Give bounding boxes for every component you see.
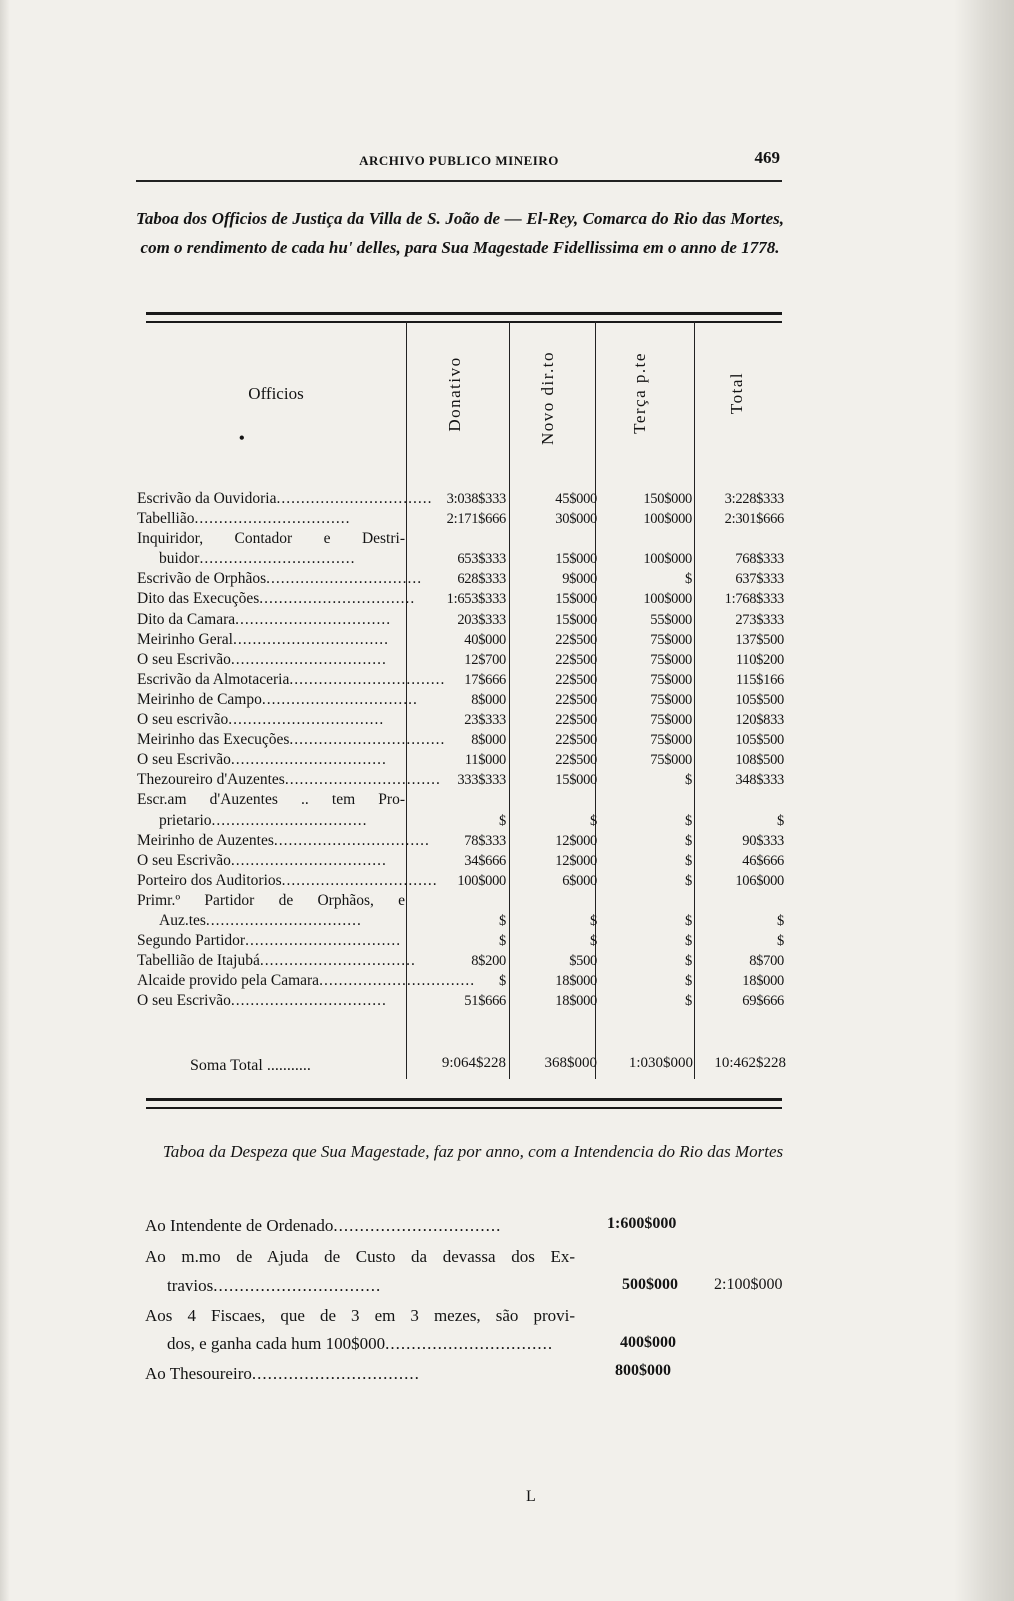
cell-novo: 45$000 bbox=[555, 491, 597, 507]
cell-donativo: 653$333 bbox=[457, 551, 506, 568]
office-label: Auz.tes ................................ bbox=[159, 911, 362, 929]
donativo-column bbox=[406, 489, 506, 1011]
expense-amount: 400$000 bbox=[620, 1334, 676, 1351]
cell-donativo: 8$000 bbox=[471, 691, 506, 708]
office-label: Inquiridor, Contador e Destri- bbox=[137, 530, 405, 548]
expense-amount: 500$000 bbox=[622, 1276, 678, 1293]
cell-terca bbox=[595, 891, 692, 911]
cell-novo: 15$000 bbox=[555, 591, 597, 608]
office-label: Primr.º Partidor de Orphãos, e bbox=[137, 891, 405, 909]
office-label: Tabellião ................................ bbox=[137, 510, 351, 528]
office-label: buidor ................................ bbox=[159, 550, 356, 568]
office-label: O seu Escrivão ................................ bbox=[137, 851, 387, 869]
cell-novo bbox=[509, 891, 597, 911]
cell-terca: 75$000 bbox=[650, 651, 692, 668]
cell-total: 137$500 bbox=[735, 631, 784, 648]
stray-dot: • bbox=[239, 430, 245, 447]
cell-novo: 15$000 bbox=[555, 611, 597, 628]
office-label: Segundo Partidor ................................ bbox=[137, 932, 402, 950]
expense-line: travios ................................ bbox=[167, 1276, 382, 1295]
office-label: Dito da Camara ................................ bbox=[137, 610, 392, 628]
expense-line: Ao Thesoureiro ................................ bbox=[145, 1364, 420, 1383]
cell-terca: 150$000 bbox=[643, 491, 692, 507]
soma-total-donativo: 9:064$228 bbox=[441, 1055, 506, 1071]
soma-total-terca: 1:030$000 bbox=[628, 1055, 693, 1071]
cell-novo: 22$500 bbox=[555, 671, 597, 688]
cell-terca bbox=[595, 790, 692, 810]
cell-total: 18$000 bbox=[742, 973, 784, 990]
cell-novo: 12$000 bbox=[555, 852, 597, 869]
office-label: Escrivão da Almotaceria ................................ bbox=[137, 670, 446, 688]
cell-total bbox=[694, 891, 784, 911]
expense-line: Ao Intendente de Ordenado ................................ bbox=[145, 1216, 502, 1235]
column-header-officios: Officios bbox=[248, 384, 304, 403]
office-label: Tabellião de Itajubá ................................ bbox=[137, 952, 416, 970]
office-label: Thezoureiro d'Auzentes ................................ bbox=[137, 771, 441, 789]
total-column bbox=[694, 489, 784, 1011]
cell-terca: 100$000 bbox=[643, 591, 692, 608]
office-label: O seu Escrivão ................................ bbox=[137, 650, 387, 668]
cell-donativo: $ bbox=[499, 933, 506, 950]
soma-total-total: 10:462$228 bbox=[714, 1055, 786, 1071]
office-label: O seu Escrivão ................................ bbox=[137, 751, 387, 769]
cell-terca: $ bbox=[685, 973, 692, 990]
cell-donativo: 3:038$333 bbox=[446, 491, 506, 507]
office-label: Meirinho de Campo ................................ bbox=[137, 690, 418, 708]
cell-donativo: 17$666 bbox=[464, 671, 506, 688]
terca-parte-column bbox=[595, 489, 692, 1011]
expense-amount: 800$000 bbox=[615, 1362, 671, 1379]
office-label: O seu Escrivão ................................ bbox=[137, 992, 387, 1010]
cell-donativo: 12$700 bbox=[464, 651, 506, 668]
cell-donativo: 51$666 bbox=[464, 993, 506, 1010]
cell-donativo: $ bbox=[499, 912, 506, 929]
cell-terca: 75$000 bbox=[650, 752, 692, 769]
expense-line: Aos 4 Fiscaes, que de 3 em 3 mezes, são provi- bbox=[145, 1306, 575, 1325]
cell-novo: 18$000 bbox=[555, 973, 597, 990]
cell-terca: $ bbox=[685, 872, 692, 889]
cell-terca: $ bbox=[685, 772, 692, 789]
cell-donativo: 78$333 bbox=[464, 832, 506, 849]
office-label: O seu escrivão ................................ bbox=[137, 711, 385, 729]
expense-total: 2:100$000 bbox=[714, 1276, 783, 1293]
cell-donativo: 34$666 bbox=[464, 852, 506, 869]
expense-line: Ao m.mo de Ajuda de Custo da devassa dos Ex- bbox=[145, 1247, 575, 1266]
column-header-novo-direito: Novo dir.to bbox=[538, 351, 557, 445]
cell-novo: 30$000 bbox=[555, 511, 597, 528]
soma-total-label: Soma Total ........... bbox=[190, 1057, 311, 1074]
cell-novo: 22$500 bbox=[555, 732, 597, 749]
cell-total: 108$500 bbox=[735, 752, 784, 769]
running-title: ARCHIVO PUBLICO MINEIRO bbox=[359, 153, 559, 168]
cell-donativo bbox=[406, 891, 506, 911]
cell-donativo: 23$333 bbox=[464, 712, 506, 729]
cell-novo: $ bbox=[590, 912, 597, 929]
cell-total: 115$166 bbox=[735, 671, 784, 688]
cell-terca: $ bbox=[685, 571, 692, 588]
cell-novo: 12$000 bbox=[555, 832, 597, 849]
cell-donativo: 1:653$333 bbox=[446, 591, 506, 608]
office-label: Escr.am d'Auzentes .. tem Pro- bbox=[137, 791, 405, 809]
column-header-total: Total bbox=[727, 371, 746, 415]
cell-total: $ bbox=[777, 912, 784, 929]
cell-donativo: $ bbox=[499, 973, 506, 990]
cell-terca: 75$000 bbox=[650, 712, 692, 729]
header-rule bbox=[136, 180, 782, 182]
cell-terca: $ bbox=[685, 933, 692, 950]
cell-donativo: 2:171$666 bbox=[446, 511, 506, 528]
cell-terca: 75$000 bbox=[650, 732, 692, 749]
cell-total: 106$000 bbox=[735, 872, 784, 889]
cell-novo: 6$000 bbox=[562, 872, 597, 889]
cell-novo: 9$000 bbox=[562, 571, 597, 588]
cell-total: 8$700 bbox=[749, 953, 784, 970]
soma-total-novo: 368$000 bbox=[544, 1055, 597, 1071]
cell-donativo: 203$333 bbox=[457, 611, 506, 628]
office-label: Escrivão de Orphãos ................................ bbox=[137, 570, 423, 588]
office-label: Alcaide provido pela Camara ................................ bbox=[137, 972, 476, 990]
table-bottom-rule bbox=[146, 1098, 782, 1109]
cell-total: 90$333 bbox=[742, 832, 784, 849]
cell-novo: $ bbox=[590, 933, 597, 950]
cell-terca: $ bbox=[685, 912, 692, 929]
office-label: Escrivão da Ouvidoria ................................ bbox=[137, 490, 433, 507]
office-label: Meirinho de Auzentes ................................ bbox=[137, 831, 430, 849]
cell-donativo: 628$333 bbox=[457, 571, 506, 588]
cell-total: $ bbox=[777, 933, 784, 950]
cell-novo: 22$500 bbox=[555, 712, 597, 729]
office-label: prietario ................................ bbox=[159, 811, 368, 829]
cell-donativo: 333$333 bbox=[457, 772, 506, 789]
cell-terca: $ bbox=[685, 852, 692, 869]
cell-novo: $500 bbox=[569, 953, 597, 970]
cell-novo: 22$500 bbox=[555, 752, 597, 769]
cell-novo: 22$500 bbox=[555, 651, 597, 668]
cell-novo: 22$500 bbox=[555, 691, 597, 708]
cell-novo: 15$000 bbox=[555, 551, 597, 568]
cell-total: 768$333 bbox=[735, 551, 784, 568]
cell-donativo: 100$000 bbox=[457, 872, 506, 889]
cell-donativo: $ bbox=[499, 812, 506, 829]
cell-total: 105$500 bbox=[735, 732, 784, 749]
cell-terca: 75$000 bbox=[650, 691, 692, 708]
cell-total: 120$833 bbox=[735, 712, 784, 729]
expense-title: Taboa da Despeza que Sua Magestade, faz por anno, com a Intendencia do Rio das Mortes bbox=[162, 1142, 784, 1161]
expense-amount: 1:600$000 bbox=[607, 1215, 677, 1232]
cell-terca bbox=[595, 529, 692, 549]
cell-terca: $ bbox=[685, 832, 692, 849]
office-label: Meirinho Geral ................................ bbox=[137, 630, 389, 648]
page-number: 469 bbox=[754, 148, 780, 167]
table-top-rule bbox=[146, 312, 782, 323]
cell-terca: 100$000 bbox=[643, 551, 692, 568]
cell-total: 348$333 bbox=[735, 772, 784, 789]
expense-line: dos, e ganha cada hum 100$000 ................................ bbox=[167, 1334, 554, 1353]
cell-total: 637$333 bbox=[735, 571, 784, 588]
cell-donativo: 8$200 bbox=[471, 953, 506, 970]
cell-donativo bbox=[406, 529, 506, 549]
cell-terca: 100$000 bbox=[643, 511, 692, 528]
office-label: Porteiro dos Auditorios ................................ bbox=[137, 871, 438, 889]
cell-donativo: 8$000 bbox=[471, 732, 506, 749]
column-header-terca-parte: Terça p.te bbox=[630, 352, 649, 434]
cell-terca: $ bbox=[685, 812, 692, 829]
cell-donativo bbox=[406, 790, 506, 810]
cell-novo: $ bbox=[590, 812, 597, 829]
cell-total: 69$666 bbox=[742, 993, 784, 1010]
column-header-donativo: Donativo bbox=[445, 356, 464, 432]
cell-terca: 55$000 bbox=[650, 611, 692, 628]
cell-total: 3:228$333 bbox=[724, 491, 784, 507]
cell-donativo: 40$000 bbox=[464, 631, 506, 648]
cell-total: 110$200 bbox=[735, 651, 784, 668]
cell-novo: 22$500 bbox=[555, 631, 597, 648]
page-header bbox=[136, 148, 782, 188]
cell-total bbox=[694, 790, 784, 810]
cell-total: 105$500 bbox=[735, 691, 784, 708]
cell-terca: $ bbox=[685, 953, 692, 970]
cell-novo: 15$000 bbox=[555, 772, 597, 789]
cell-novo bbox=[509, 529, 597, 549]
footer-mark: L bbox=[526, 1488, 536, 1505]
cell-terca: 75$000 bbox=[650, 671, 692, 688]
cell-total: 2:301$666 bbox=[724, 511, 784, 528]
cell-terca: 75$000 bbox=[650, 631, 692, 648]
cell-total: 1:768$333 bbox=[724, 591, 784, 608]
cell-total: 46$666 bbox=[742, 852, 784, 869]
table-title: Taboa dos Officios de Justiça da Villa de S. João de — El-Rey, Comarca do Rio das Mortes, com o rendimento de cada hu' delles, para Sua Magestade Fidellissima em o anno de 1778. bbox=[136, 209, 784, 257]
cell-terca: $ bbox=[685, 993, 692, 1010]
cell-donativo: 11$000 bbox=[464, 752, 506, 769]
office-label: Dito das Execuções ................................ bbox=[137, 590, 416, 608]
cell-total: 273$333 bbox=[735, 611, 784, 628]
office-label: Meirinho das Execuções ................................ bbox=[137, 731, 446, 749]
novo-direito-column bbox=[509, 489, 597, 1011]
cell-total bbox=[694, 529, 784, 549]
cell-novo bbox=[509, 790, 597, 810]
cell-total: $ bbox=[777, 812, 784, 829]
cell-novo: 18$000 bbox=[555, 993, 597, 1010]
